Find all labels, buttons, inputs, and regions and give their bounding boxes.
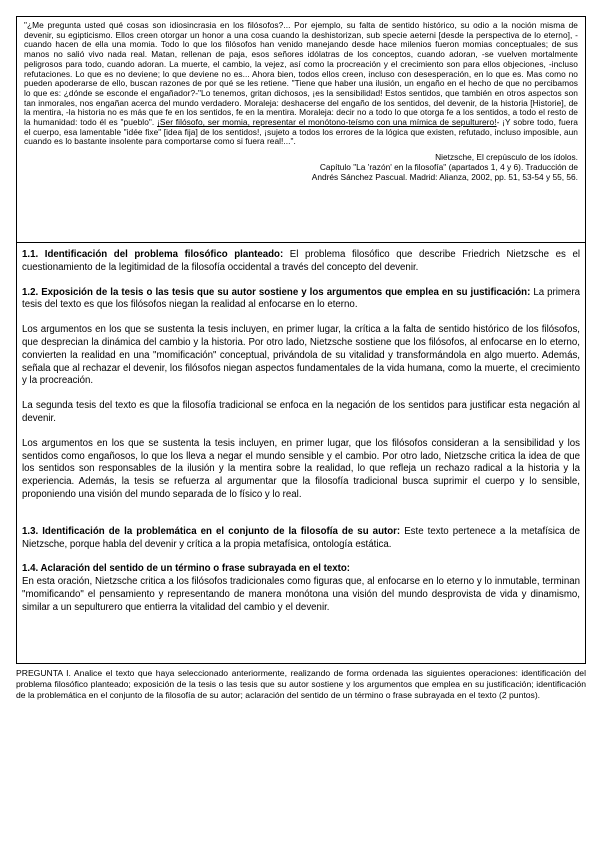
section-1-2-heading: 1.2. Exposición de la tesis o las tesis que su autor sostiene y los argumentos que emplea en su justificación: <box>22 286 531 298</box>
citation <box>24 153 578 182</box>
section-1-1 <box>22 249 580 275</box>
nietzsche-quote <box>24 21 578 147</box>
citation-chapter: Capítulo "La 'razón' en la filosofía" (apartados 1, 4 y 6). Traducción de <box>319 161 578 172</box>
section-1-1-text: El problema filosófico que describe Friedrich Nietzsche es el cuestionamiento de la legitimidad de la filosofía occidental a través del concepto del devenir. <box>22 249 580 273</box>
section-1-4 <box>22 563 580 614</box>
exam-page <box>16 16 586 702</box>
underlined-phrase: ¡Ser filósofo, ser momia, representar el monótono-teísmo con una mímica de sepulturero! <box>157 117 497 128</box>
quote-text: "¿Me pregunta usted qué cosas son idiosincrasia en los filósofos?... Por ejemplo, su falta de sentido histórico, su odio a la noción misma de devenir, su egipticismo. Ellos creen otorgar un honor a una cosa cuando la deshistorizan, sub specie aeterni [desde la perspectiva de lo eterno], -cuando hacen de ella una momia. Todo lo que los filósofos han venido manejando desde hace milenios fueron momias conceptuales; de sus manos no salió vivo nada real. Matan, rellenan de paja, esos señores idólatras de los conceptos, cuando adoran, -se vuelven mortalmente peligrosos para todo, cuando adoran. La muerte, el cambio, la vejez, así como la procreación y el crecimiento son para ellos objeciones, -incluso refutaciones. Lo que es no deviene; lo que deviene no es... Ahora bien, todos ellos creen, incluso con desesperación, en lo que es. Mas como no pueden apoderarse de ello, buscan razones de por qué se les retiene. "Tiene que haber una ilusión, un engaño en el hecho de que no percibamos lo que es: ¿dónde se esconde el engañador?-"Lo tenemos, gritan dichosos, ¡es la sensibilidad! Estos sentidos, que también en otros aspectos son tan inmorales, nos engañan acerca del mundo verdadero. Moraleja: deshacerse del engaño de los sentidos, del devenir, de la historia [Historie], de la mentira, -la historia no es más que fe en los sentidos, fe en la mentira. Moraleja: decir no a todo lo que otorga fe a los sentidos, a todo el resto de la humanidad: todo él es "pueblo". <box>24 20 578 128</box>
section-1-1-heading: 1.1. Identificación del problema filosófico planteado: <box>22 249 284 260</box>
section-1-3 <box>22 526 580 552</box>
section-1-4-text: En esta oración, Nietzsche critica a los filósofos tradicionales como figuras que, al enfocarse en lo eterno y lo inmutable, terminan "momificando" el pensamiento y representando de manera monótona una visión del mundo desprovista de vida y dinamismo, similar a un sepulturero que entierra la vitalidad del cambio y el devenir. <box>22 576 580 613</box>
section-1-2 <box>22 287 580 313</box>
answers-box <box>16 243 586 664</box>
citation-translator: Andrés Sánchez Pascual. Madrid: Alianza, 2002, pp. 51, 53-54 y 55, 56. <box>311 171 578 182</box>
section-1-2-paragraph-4: Los argumentos en los que se sustenta la tesis incluyen, en primer lugar, que los filósofos consideran a la sensibilidad y los sentidos como engañosos, lo que los lleva a negar el mundo sensible y el cambio. Por otro lado, Nietzsche critica la idea de que los sentidos son responsables de la ilusión y la mentira sobre la realidad, lo que refleja un rechazo radical a la historia y la experiencia. Además, la tesis se refuerza al argumentar que la filosofía tradicional busca suprimir el cuerpo y lo sensible, proponiendo una visión del mundo separada de lo físico y lo real. <box>22 437 580 500</box>
section-1-2-paragraph-3: La segunda tesis del texto es que la filosofía tradicional se enfoca en la negación de los sentidos para justificar esta negación al devenir. <box>22 400 580 424</box>
section-1-2-paragraph-2: Los argumentos en los que se sustenta la tesis incluyen, en primer lugar, la crítica a la falta de sentido histórico de los filósofos, que desprecian la dinámica del cambio y la historia. Por otro lado, Nietzsche sostiene que los filósofos, al enfocarse en lo eterno, convierten la realidad en una "momificación" conceptual, privándola de su vitalidad y transformándola en algo muerto. Además, señala que al rechazar el devenir, los filósofos niegan aspectos fundamentales de la vida humana, como la muerte, el crecimiento y la procreación. <box>22 324 580 387</box>
section-1-3-text: Este texto pertenece a la metafísica de Nietzsche, porque habla del devenir y crítica a la propia metafísica, ontología estática. <box>22 525 581 550</box>
quote-box <box>16 16 586 243</box>
section-1-3-heading: 1.3. Identificación de la problemática en el conjunto de la filosofía de su autor: <box>22 525 401 537</box>
citation-author: Nietzsche, El crepúsculo de los ídolos. <box>435 152 578 163</box>
question-instructions: PREGUNTA I. Analice el texto que haya seleccionado anteriormente, realizando de forma ordenada las siguientes operaciones: identificación del problema filosófico planteado; exposición de la tesis o las tesis que su autor sostiene y los argumentos que emplea en su justificación; identificación de la problemática en el conjunto de la filosofía de su autor; aclaración del sentido de un término o frase subrayada en el texto (2 puntos). <box>16 668 586 701</box>
quote-text-end: - ¡Y sobre todo, fuera el cuerpo, esa lamentable "idée fixe" [idea fija] de los sentidos!, ¡sujeto a todos los errores de la lógica que existen, refutado, incluso imposible, aun cuando es lo bastante insolente para comportarse como si fuera real!...". <box>24 117 578 147</box>
section-1-2-text: La primera tesis del texto es que los filósofos niegan la realidad al enfocarse en lo eterno. <box>22 286 580 311</box>
section-1-4-heading: 1.4. Aclaración del sentido de un término o frase subrayada en el texto: <box>22 563 351 575</box>
